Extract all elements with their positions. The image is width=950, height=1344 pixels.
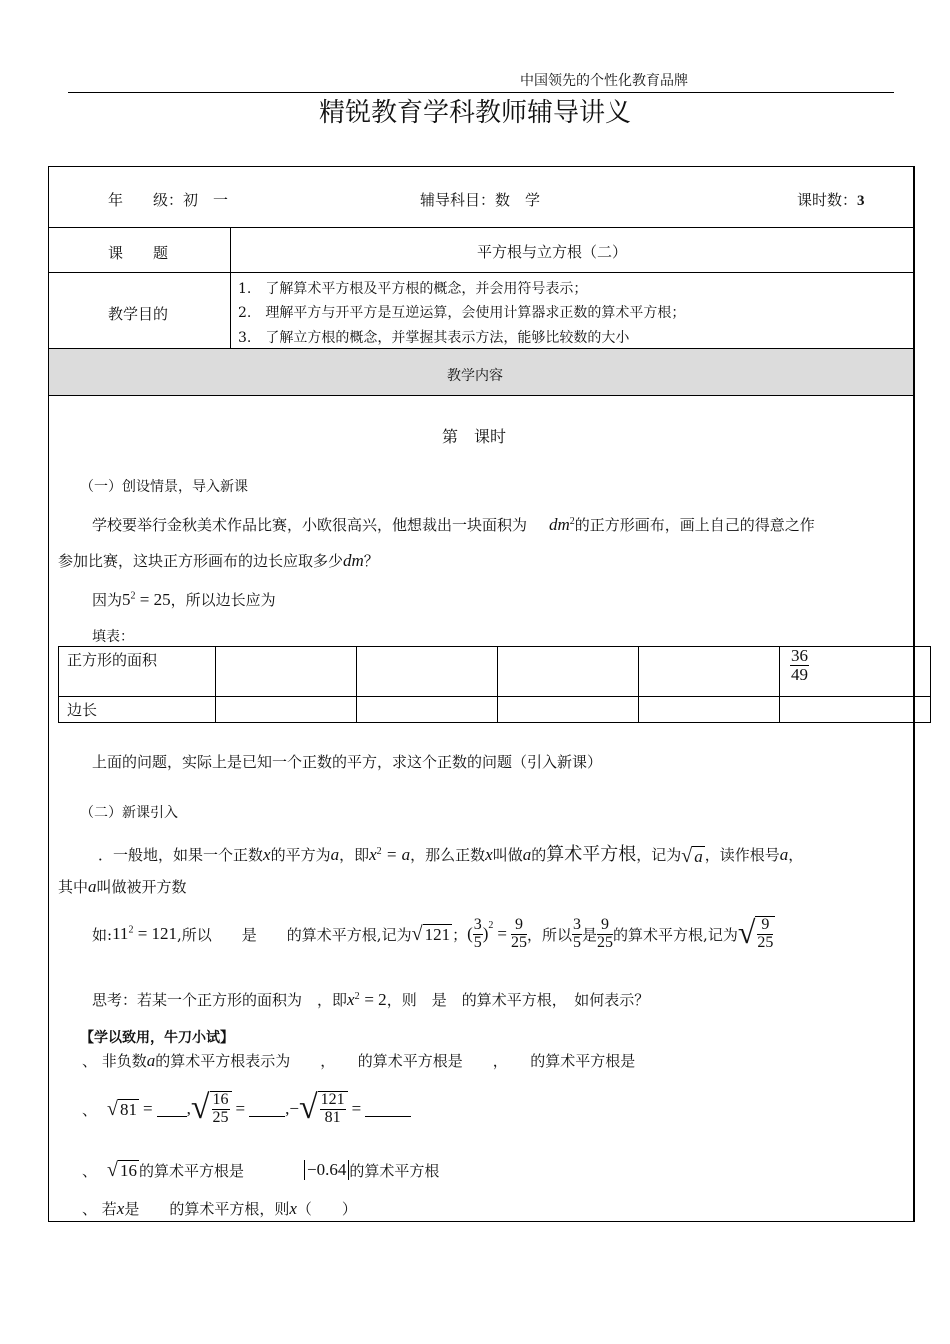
row-label: 边长 (59, 697, 216, 723)
text: 参加比赛，这块正方形画布的边长应取多少 (58, 552, 344, 570)
divider (48, 227, 914, 228)
blank-cell[interactable] (639, 697, 780, 723)
grade-value: ：初 一 (168, 191, 229, 209)
rest: = 121 (137, 924, 178, 943)
sqrt-121: √ 121 (411, 922, 451, 945)
exponent: 2 (130, 590, 136, 602)
text: 的算术平方根 (349, 1161, 440, 1180)
goal-item: 3. 了解立方根的概念，并掌握其表示方法，能够比较数的大小 (238, 330, 630, 346)
answer-blank[interactable] (249, 1102, 285, 1117)
text: 、 (82, 1161, 98, 1180)
question-4 (82, 1198, 357, 1219)
text: 思考：若某一个正方形的面积为 ，即 (92, 991, 348, 1009)
text: 是 的算术平方根，则 (124, 1200, 290, 1218)
equation-rest: = 2 (364, 990, 387, 1009)
text: ，即 (339, 846, 370, 864)
text: 的正方形画布，画上自己的得意之作 (574, 516, 815, 534)
text: 的算术平方根是 (139, 1161, 245, 1180)
question-3 (82, 1156, 439, 1184)
table-row (59, 697, 931, 723)
text: ，则 是 的算术平方根， 如何表示？ (386, 991, 650, 1009)
exponent: 2 (354, 991, 360, 1002)
fraction-9-25 (597, 917, 613, 952)
goal-item: 2. 理解平方与开平方是互逆运算，会使用计算器求正数的算术平方根； (238, 305, 686, 321)
var-x: x (116, 1199, 125, 1218)
var-x: x (369, 845, 377, 864)
definition-line-2 (58, 876, 187, 897)
fraction (790, 647, 809, 684)
base: 5 (122, 590, 131, 609)
text: 是 (582, 925, 598, 944)
text: ； (452, 925, 468, 944)
subject-row (420, 189, 540, 210)
denominator: 25 (597, 933, 614, 951)
sqrt-121-81: √ $\frac{121}{81}$ (299, 1091, 348, 1127)
unit: dm (549, 515, 570, 534)
blank-cell[interactable] (357, 697, 498, 723)
var-a: a (779, 845, 789, 864)
numerator: 121 (320, 1091, 345, 1109)
text: 其中 (58, 878, 89, 896)
var-x: x (347, 990, 355, 1009)
text: ，读作根号 (704, 846, 780, 864)
denominator: 25 (511, 933, 528, 951)
example-line: 如: $11^2 = 121$ ,所以 是 的算术平方根,记为 √ 121 ； ( $\frac{3}{5}$ ) $^2$ = $\frac{9}{25}$ ，所以 $\frac{3}{5}$ 是 $\frac{9}{25}$ 的算术平方根,记为 √ $\frac{9}{25}$ (92, 914, 774, 951)
equation (122, 590, 171, 609)
numerator: 9 (757, 917, 773, 935)
numerator: 16 (212, 1091, 229, 1109)
numerator: 9 (511, 917, 527, 935)
grade-label: 年 级 (108, 191, 169, 209)
var-x: x (485, 845, 493, 864)
text: 的算术平方根,记为 (613, 925, 738, 944)
radicand: a (694, 846, 703, 866)
denominator: 25 (757, 934, 774, 951)
numerator: 3 (473, 915, 482, 933)
topic-value: 平方根与立方根（二） (477, 243, 628, 261)
fraction-3-5 (473, 917, 483, 952)
fraction-121-81 (320, 1092, 346, 1127)
radicand: 16 (120, 1160, 137, 1180)
base: 11 (112, 924, 129, 943)
hours-row (797, 189, 865, 210)
blank-cell[interactable] (216, 647, 357, 697)
var-x: x (289, 1199, 297, 1218)
practice-title: 【学以致用，牛刀小试】 (80, 1030, 234, 1046)
sqrt-16: √ 16 (107, 1158, 137, 1181)
var-x: x (263, 845, 271, 864)
numerator: 36 (791, 646, 808, 665)
hours-label: 课时数： (797, 191, 858, 209)
problem-line-1 (92, 514, 815, 535)
var-a: a (330, 845, 340, 864)
grade-row (108, 189, 228, 210)
sqrt-81: √ 81 (107, 1097, 137, 1120)
sqrt-16-25: √ $\frac{16}{25}$ (191, 1091, 232, 1127)
text: 的算术平方根表示为 ， 的算术平方根是 ， 的算术平方根是 (155, 1052, 636, 1070)
equation-rest: = a (385, 845, 411, 864)
text: ，那么正数 (410, 846, 486, 864)
denominator: 5 (473, 933, 482, 951)
blank-cell[interactable] (498, 647, 639, 697)
goals-label: 教学目的 (108, 305, 169, 323)
fraction-3-5 (572, 917, 582, 952)
hours-value: 3 (857, 193, 865, 209)
section-heading: （一）创设情景，导入新课 (80, 479, 248, 495)
radicand: 81 (120, 1099, 137, 1119)
text: 、 非负数 (82, 1052, 147, 1070)
fraction-16-25 (212, 1092, 230, 1127)
section-heading: （二）新课引入 (80, 805, 178, 821)
blank-cell[interactable] (639, 647, 780, 697)
text: 学校要举行金秋美术作品比赛，小欧很高兴，他想裁出一块面积为 (92, 516, 528, 534)
exponent: 2 (128, 924, 134, 936)
exponent: 2 (488, 920, 494, 931)
text: 的 (531, 846, 547, 864)
text: 因为 (92, 591, 123, 609)
blank-cell[interactable] (357, 647, 498, 697)
absolute-value: −0.64 (304, 1160, 349, 1180)
goal-item: 1. 了解算术平方根及平方根的概念，并会用符号表示； (238, 281, 588, 297)
subject-label: 辅导科目： (420, 191, 496, 209)
fill-label: 填表： (92, 629, 134, 645)
text: ，所以 (527, 925, 573, 944)
text: ？ (363, 552, 379, 570)
question-1 (82, 1050, 635, 1071)
text: ．一般地，如果一个正数 (98, 846, 264, 864)
table-row (59, 647, 931, 697)
text: 、 (82, 1100, 98, 1119)
divider (48, 348, 914, 349)
numerator: 3 (573, 915, 582, 933)
denominator: 25 (212, 1109, 229, 1126)
sqrt-9-25: √ $\frac{9}{25}$ (737, 914, 774, 951)
divider (48, 272, 914, 273)
text: ，记为 (636, 846, 682, 864)
subject-value: 数 学 (495, 191, 541, 209)
answer-blank[interactable] (365, 1102, 411, 1117)
rest: = 25 (139, 590, 171, 609)
page-title: 精锐教育学科教师辅导讲义 (318, 98, 631, 128)
text: 叫做被开方数 (96, 878, 187, 896)
denominator: 49 (791, 664, 808, 684)
row-label: 正方形的面积 (59, 647, 216, 697)
var-a: a (522, 845, 532, 864)
text: ，所以边长应为 (170, 591, 276, 609)
text: 的平方为 (270, 846, 331, 864)
because-line (92, 589, 276, 610)
fraction-cell (780, 647, 931, 697)
fill-table (58, 646, 931, 723)
text: 叫做 (492, 846, 523, 864)
column-divider (230, 227, 231, 348)
problem-line-2 (58, 550, 379, 571)
denominator: 81 (324, 1109, 341, 1126)
var-a: a (88, 877, 97, 896)
text: 、 若 (82, 1200, 117, 1218)
var-a: a (146, 1051, 156, 1070)
numerator: 9 (597, 917, 613, 935)
session-title: 第 课时 (442, 427, 507, 446)
intro-paragraph: 上面的问题，实际上是已知一个正数的平方，求这个正数的问题（引入新课） (92, 753, 603, 771)
unit: dm (343, 551, 364, 570)
equation (112, 924, 177, 944)
topic-label: 课 题 (108, 244, 169, 262)
term: 算术平方根 (546, 844, 637, 865)
fraction-9-25 (511, 917, 527, 952)
brand-tagline: 中国领先的个性化教育品牌 (520, 73, 688, 89)
fraction-9-25 (757, 917, 773, 952)
blank-cell[interactable] (780, 697, 931, 723)
text: 如: (92, 925, 113, 944)
denominator: 5 (573, 933, 582, 951)
definition-line-1: ．一般地，如果一个正数x的平方为a，即$x^2 = a$，那么正数x叫做a的算术平方根，记为 √ a ，读作根号a， (98, 844, 804, 867)
blank-cell[interactable] (498, 697, 639, 723)
exponent: 2 (376, 846, 382, 857)
question-2: 、 √ 81 = , √ $\frac{16}{25}$ = ,− √ $\frac{121}{81}$ = (82, 1084, 411, 1134)
exponent: 2 (569, 516, 575, 527)
answer-blank[interactable] (157, 1102, 187, 1117)
sqrt-a: √ a (681, 844, 703, 867)
radicand: 121 (424, 924, 451, 944)
divider (48, 395, 914, 396)
blank-cell[interactable] (216, 697, 357, 723)
answer-choice[interactable]: （ ） (296, 1200, 357, 1218)
content-heading: 教学内容 (447, 368, 503, 384)
think-line (92, 989, 649, 1010)
text: ,所以 是 的算术平方根,记为 (177, 925, 412, 944)
